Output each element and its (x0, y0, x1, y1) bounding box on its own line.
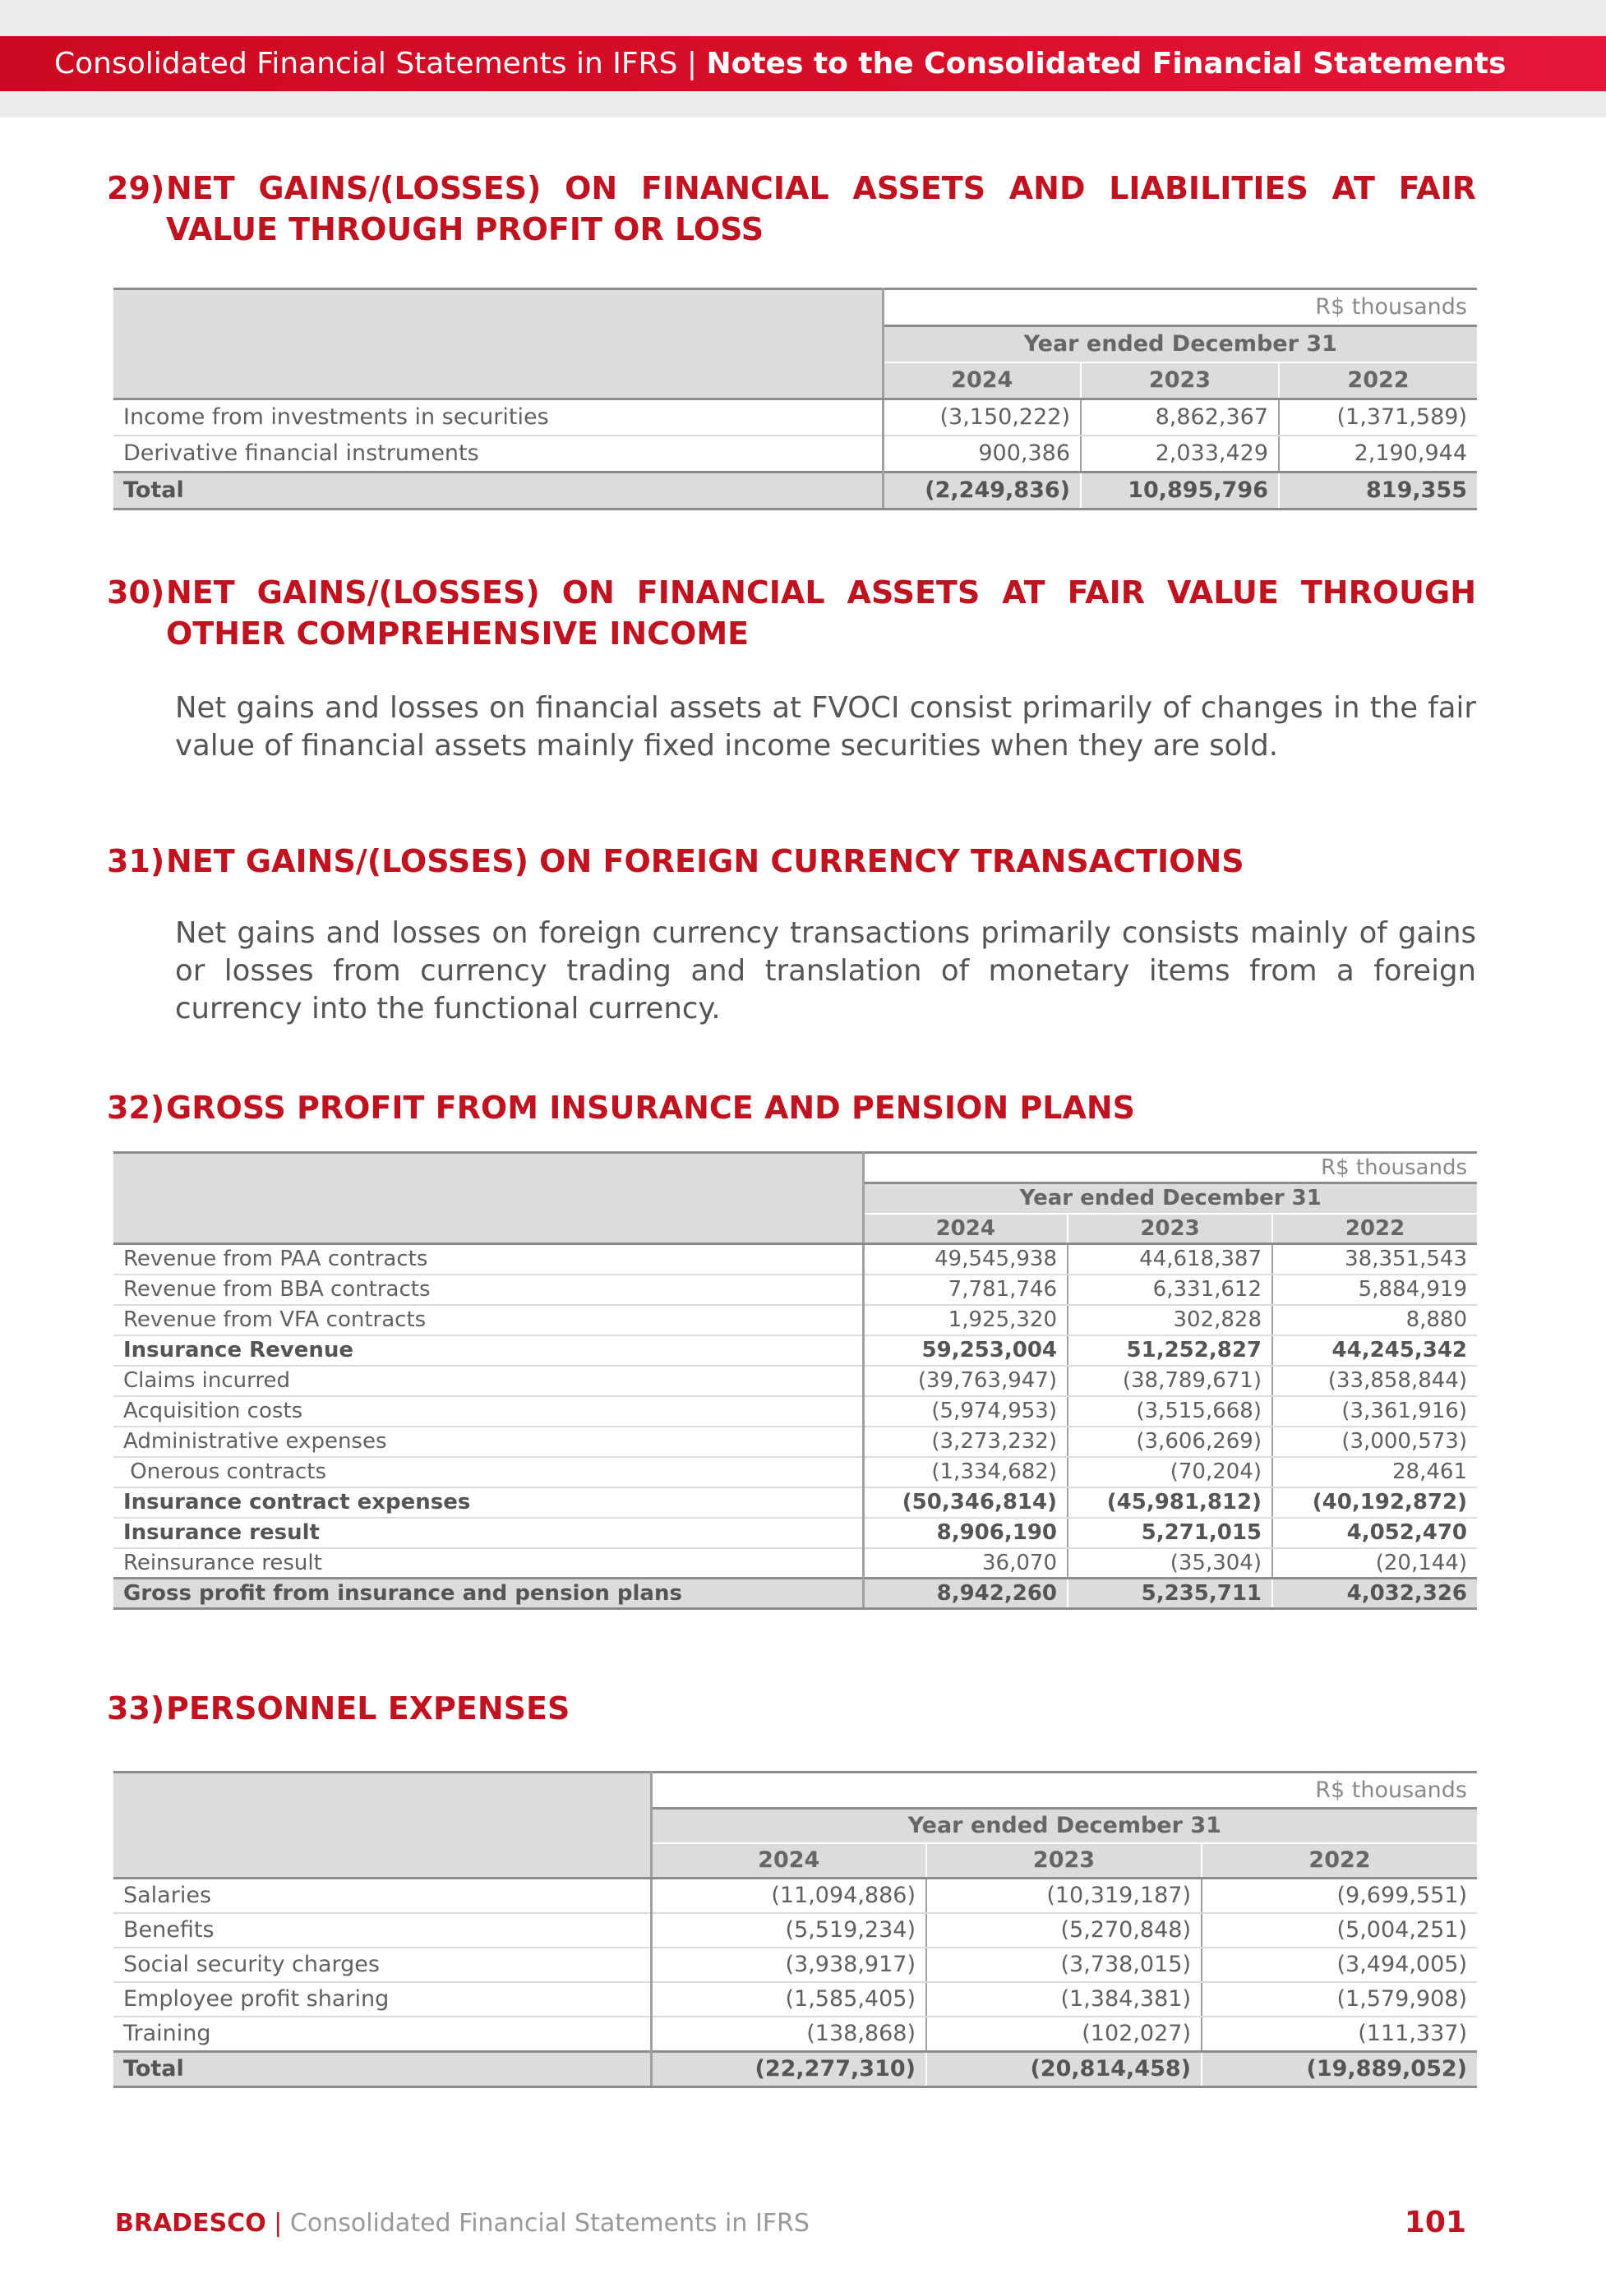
section-32-number: 32) (107, 1090, 165, 1126)
row-value: 7,781,746 (863, 1275, 1068, 1305)
total-label: Gross profit from insurance and pension plans (113, 1579, 863, 1609)
section-33-title: PERSONNEL EXPENSES (166, 1690, 570, 1727)
row-label: Revenue from BBA contracts (113, 1275, 863, 1305)
row-value: (3,515,668) (1068, 1396, 1272, 1427)
row-label: Insurance contract expenses (113, 1487, 863, 1518)
row-value: (102,027) (926, 2017, 1202, 2052)
year-header: 2024 (883, 362, 1081, 399)
table-row (113, 1518, 1477, 1548)
row-label: Employee profit sharing (113, 1982, 651, 2017)
footer (115, 2209, 810, 2238)
row-label: Reinsurance result (113, 1548, 863, 1579)
section-33-number: 33) (107, 1690, 165, 1727)
row-label: Revenue from PAA contracts (113, 1244, 863, 1275)
year-header: 2023 (1068, 1214, 1272, 1244)
section-30-body: Net gains and losses on financial assets at FVOCI consist primarily of changes in the fair value of financial assets mainly fixed income securities when they are sold. (175, 691, 1476, 763)
total-row (113, 473, 1477, 509)
table-insurance (113, 1151, 1477, 1610)
row-label: Acquisition costs (113, 1396, 863, 1427)
row-value: (1,371,589) (1279, 399, 1477, 436)
section-29-title: NET GAINS/(LOSSES) ON FINANCIAL ASSETS AND LIABILITIES AT FAIR VALUE THROUGH PROFIT OR LOSS (166, 170, 1476, 247)
row-value: (70,204) (1068, 1457, 1272, 1487)
row-value: (3,150,222) (883, 399, 1081, 436)
row-value: (45,981,812) (1068, 1487, 1272, 1518)
section-30-title: NET GAINS/(LOSSES) ON FINANCIAL ASSETS AT FAIR VALUE THROUGH OTHER COMPREHENSIVE INCOME (166, 574, 1476, 652)
header-right: Notes to the Consolidated Financial Statements (706, 47, 1507, 81)
row-value: (138,868) (651, 2017, 926, 2052)
header-left: Consolidated Financial Statements in IFRS (54, 47, 678, 81)
table-row (113, 2017, 1477, 2052)
row-label: Insurance result (113, 1518, 863, 1548)
table-corner (113, 289, 883, 399)
period-header: Year ended December 31 (883, 326, 1477, 363)
row-value: 4,052,470 (1272, 1518, 1477, 1548)
year-header: 2023 (1081, 362, 1279, 399)
row-value: (1,579,908) (1202, 1982, 1477, 2017)
row-value: (3,361,916) (1272, 1396, 1477, 1427)
row-value: (11,094,886) (651, 1879, 926, 1914)
table-corner (113, 1773, 651, 1879)
table-row (113, 1396, 1477, 1427)
total-value: (22,277,310) (651, 2052, 926, 2087)
total-label: Total (113, 2052, 651, 2087)
year-header: 2022 (1279, 362, 1477, 399)
total-value: 8,942,260 (863, 1579, 1068, 1609)
section-32-title: GROSS PROFIT FROM INSURANCE AND PENSION PLANS (166, 1090, 1136, 1126)
header-separator: | (686, 47, 698, 81)
section-30-heading (107, 572, 1476, 654)
table-row (113, 436, 1477, 473)
row-value: (3,000,573) (1272, 1427, 1477, 1457)
total-value: 10,895,796 (1081, 473, 1279, 509)
row-value: 28,461 (1272, 1457, 1477, 1487)
table-row (113, 1548, 1477, 1579)
table-fvtpl (113, 288, 1477, 510)
total-value: 5,235,711 (1068, 1579, 1272, 1609)
section-30-number: 30) (107, 574, 165, 611)
row-label: Revenue from VFA contracts (113, 1305, 863, 1335)
row-value: (9,699,551) (1202, 1879, 1477, 1914)
section-32-heading (107, 1087, 1476, 1128)
row-value: (5,004,251) (1202, 1913, 1477, 1948)
row-value: 2,033,429 (1081, 436, 1279, 473)
unit-label: R$ thousands (883, 289, 1477, 326)
row-value: (3,606,269) (1068, 1427, 1272, 1457)
table-corner (113, 1153, 863, 1244)
total-label: Total (113, 473, 883, 509)
row-label: Income from investments in securities (113, 399, 883, 436)
row-label: Benefits (113, 1913, 651, 1948)
row-label: Claims incurred (113, 1366, 863, 1396)
row-value: 5,271,015 (1068, 1518, 1272, 1548)
year-header: 2024 (863, 1214, 1068, 1244)
row-value: (5,974,953) (863, 1396, 1068, 1427)
total-value: (20,814,458) (926, 2052, 1202, 2087)
year-header: 2024 (651, 1843, 926, 1879)
table-row (113, 1487, 1477, 1518)
row-value: 38,351,543 (1272, 1244, 1477, 1275)
section-29-heading (107, 168, 1476, 250)
table-row (113, 1913, 1477, 1948)
section-31-body: Net gains and losses on foreign currency transactions primarily consists mainly of gains or losses from currency trading and translation of monetary items from a foreign currency into the functional currency. (175, 916, 1476, 1026)
row-value: (5,270,848) (926, 1913, 1202, 1948)
total-value: (2,249,836) (883, 473, 1081, 509)
row-value: 5,884,919 (1272, 1275, 1477, 1305)
row-value: (111,337) (1358, 2021, 1467, 2046)
row-value: (3,938,917) (651, 1948, 926, 1982)
row-value: 900,386 (883, 436, 1081, 473)
table-row (113, 1335, 1477, 1366)
header-bar (0, 36, 1606, 91)
row-value: (39,763,947) (863, 1366, 1068, 1396)
unit-label: R$ thousands (651, 1773, 1477, 1809)
row-value: 8,880 (1272, 1305, 1477, 1335)
row-value: 2,190,944 (1354, 440, 1467, 466)
table-row (113, 1948, 1477, 1982)
row-label: Derivative financial instruments (113, 436, 883, 473)
row-value: (3,273,232) (863, 1427, 1068, 1457)
row-value: 44,618,387 (1068, 1244, 1272, 1275)
table-row (113, 1275, 1477, 1305)
page-number: 101 (1404, 2206, 1466, 2239)
row-label: Onerous contracts (113, 1457, 863, 1487)
year-header: 2023 (926, 1843, 1202, 1879)
table-row (113, 1457, 1477, 1487)
row-value: (20,144) (1375, 1550, 1467, 1575)
row-value: (33,858,844) (1272, 1366, 1477, 1396)
row-value: 49,545,938 (863, 1244, 1068, 1275)
section-33-heading (107, 1688, 1476, 1729)
row-value: 8,862,367 (1081, 399, 1279, 436)
year-header: 2022 (1202, 1843, 1477, 1879)
row-value: (1,334,682) (863, 1457, 1068, 1487)
table-row (113, 1982, 1477, 2017)
total-value: 819,355 (1279, 473, 1477, 509)
period-header: Year ended December 31 (863, 1183, 1477, 1214)
row-value: 1,925,320 (863, 1305, 1068, 1335)
row-value: (3,494,005) (1202, 1948, 1477, 1982)
row-value: 51,252,827 (1068, 1335, 1272, 1366)
unit-label: R$ thousands (863, 1153, 1477, 1183)
row-label: Salaries (113, 1879, 651, 1914)
table-personnel (113, 1771, 1477, 2088)
footer-separator: | (274, 2209, 283, 2238)
period-header: Year ended December 31 (651, 1809, 1477, 1844)
table-row (113, 1366, 1477, 1396)
year-header: 2022 (1272, 1214, 1477, 1244)
table-row (113, 399, 1477, 436)
row-value: 6,331,612 (1068, 1275, 1272, 1305)
row-value: (1,585,405) (651, 1982, 926, 2017)
row-value: 44,245,342 (1272, 1335, 1477, 1366)
footer-text: Consolidated Financial Statements in IFRS (289, 2209, 810, 2238)
row-value: (38,789,671) (1068, 1366, 1272, 1396)
row-label: Training (113, 2017, 651, 2052)
row-value: (1,384,381) (926, 1982, 1202, 2017)
section-31-number: 31) (107, 843, 165, 879)
row-label: Administrative expenses (113, 1427, 863, 1457)
row-value: 59,253,004 (863, 1335, 1068, 1366)
row-label: Insurance Revenue (113, 1335, 863, 1366)
row-value: 36,070 (863, 1548, 1068, 1579)
footer-brand: BRADESCO (115, 2209, 266, 2238)
table-row (113, 1305, 1477, 1335)
row-value: (5,519,234) (651, 1913, 926, 1948)
table-row (113, 1427, 1477, 1457)
row-value: (35,304) (1068, 1548, 1272, 1579)
table-row (113, 1879, 1477, 1914)
total-row (113, 2052, 1477, 2087)
row-value: (50,346,814) (863, 1487, 1068, 1518)
section-31-heading (107, 841, 1476, 882)
row-value: (40,192,872) (1272, 1487, 1477, 1518)
row-label: Social security charges (113, 1948, 651, 1982)
row-value: 8,906,190 (863, 1518, 1068, 1548)
total-value: (19,889,052) (1202, 2052, 1477, 2087)
section-29-number: 29) (107, 170, 165, 206)
table-row (113, 1244, 1477, 1275)
row-value: (10,319,187) (926, 1879, 1202, 1914)
section-31-title: NET GAINS/(LOSSES) ON FOREIGN CURRENCY TRANSACTIONS (166, 843, 1244, 879)
total-value: 4,032,326 (1272, 1579, 1477, 1609)
total-row (113, 1579, 1477, 1609)
row-value: (3,738,015) (926, 1948, 1202, 1982)
row-value: 302,828 (1068, 1305, 1272, 1335)
